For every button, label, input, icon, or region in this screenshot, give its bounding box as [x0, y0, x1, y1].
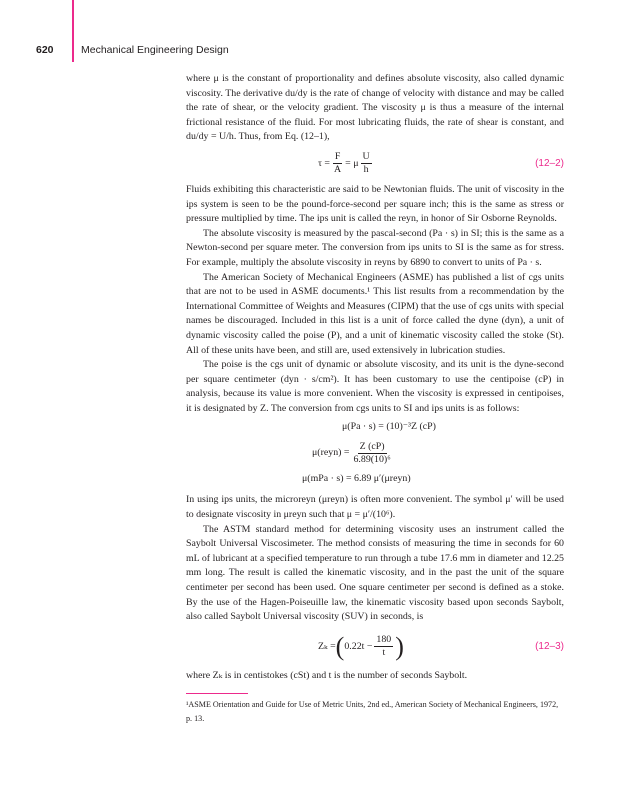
footnote-rule: [186, 693, 248, 694]
eq-12-3-den: t: [382, 647, 386, 659]
eq-12-2-mid: = μ: [345, 157, 359, 169]
conversion-eq-2: [186, 438, 564, 468]
conv2-den: 6.89(10)⁶: [353, 453, 391, 465]
page-number: 620: [36, 44, 54, 56]
equation-number: (12–2): [535, 157, 564, 169]
eq-12-2-frac1-den: A: [334, 164, 342, 176]
paragraph-3: The absolute viscosity is measured by the pascal-second (Pa · s) in SI; this is the same as a Newton-second per square meter. The conversion from ips units to SI is the same as for stress. For example, multiply the absolute viscosity in reyns by 6890 to convert to units of Pa · s.: [186, 227, 564, 268]
equation-12-3: Zₖ = ( 0.22t − $\frac{180}{t}$ ) (12–3): [318, 631, 564, 661]
conv2-lhs: μ(reyn) =: [312, 447, 350, 459]
paragraph-8: where Zₖ is in centistokes (cSt) and t is the number of seconds Saybolt.: [186, 669, 468, 681]
paragraph-4: The American Society of Mechanical Engineers (ASME) has published a list of cgs units that are not to be used in ASME documents.¹ This list results from a recommendation by the International Committee of Weights and Measures (CIPM) that the use of cgs units with special names be discouraged. Included in this list is a unit of force called the dyne (dyn), a unit of dynamic viscosity called the poise (P), and a unit of kinematic viscosity called the stoke (St). All of these units have been, and still are, used extensively in lubrication studies.: [186, 271, 564, 356]
eq-12-2-frac2-num: U: [362, 151, 370, 163]
eq-12-3-num: 180: [376, 634, 392, 646]
paragraph-2: Fluids exhibiting this characteristic are said to be Newtonian fluids. The unit of viscosity in the ips system is seen to be the pound-force-second per square inch; this is the same as stress or pressure multiplied by time. The ips unit is called the reyn, in honor of Sir Osborne Reynolds.: [186, 183, 564, 225]
conversion-eq-3: μ(mPa · s) = 6.89 μ′(μreyn): [302, 473, 411, 485]
equation-12-2: [186, 150, 564, 178]
paragraph-7: The ASTM standard method for determining viscosity uses an instrument called the Saybolt Universal Viscosimeter. The method consists of measuring the time in seconds for 60 mL of lubricant at a specified temperature to run through a tube 17.6 mm in diameter and 12.25 mm long. The result is called the kinematic viscosity, and in the past the unit of the square centimeter per second has been used. One square centimeter per second is defined as a stoke. By the use of the Hagen-Poiseuille law, the kinematic viscosity based upon seconds Saybolt, also called Saybolt Universal viscosity (SUV) in seconds, is: [186, 523, 564, 623]
paragraph-5: The poise is the cgs unit of dynamic or absolute viscosity, and its unit is the dyne-second per square centimeter (dyn · s/cm²). It has been customary to use the centipoise (cP) in analysis, because its value is more convenient. When the viscosity is expressed in centipoises, it is designated by Z. The conversion from cgs units to SI and ips units is as follows:: [186, 359, 564, 414]
footnote: ¹ASME Orientation and Guide for Use of Metric Units, 2nd ed., American Society of Mechanical Engineers, 1972, p. 13.: [186, 700, 559, 723]
paragraph-1: where μ is the constant of proportionality and defines absolute viscosity, also called dynamic viscosity. The derivative du/dy is the rate of change of velocity with distance and may be called the rate of shear, or the velocity gradient. The viscosity μ is thus a measure of the internal frictional resistance of the fluid. For most lubricating fluids, the rate of shear is constant, and du/dy = U/h. Thus, from Eq. (12–1),: [186, 73, 564, 143]
eq-12-2-frac1-num: F: [334, 151, 341, 163]
equation-number: (12–3): [535, 640, 564, 652]
conv2-num: Z (cP): [359, 440, 385, 452]
body-text: [186, 72, 564, 683]
eq-12-2-lhs: τ =: [318, 157, 331, 169]
book-title: Mechanical Engineering Design: [81, 44, 229, 56]
eq-12-3-lhs: Zₖ =: [318, 640, 336, 652]
eq-12-2-frac2-den: h: [363, 164, 369, 176]
margin-rule: [72, 0, 74, 62]
eq-12-3-inner: 0.22t −: [344, 640, 373, 652]
conversion-eq-1: μ(Pa · s) = (10)⁻³Z (cP): [342, 421, 436, 433]
paragraph-6: In using ips units, the microreyn (μreyn) is often more convenient. The symbol μ′ will be used to designate viscosity in μreyn such that μ = μ′/(10⁶).: [186, 494, 564, 521]
